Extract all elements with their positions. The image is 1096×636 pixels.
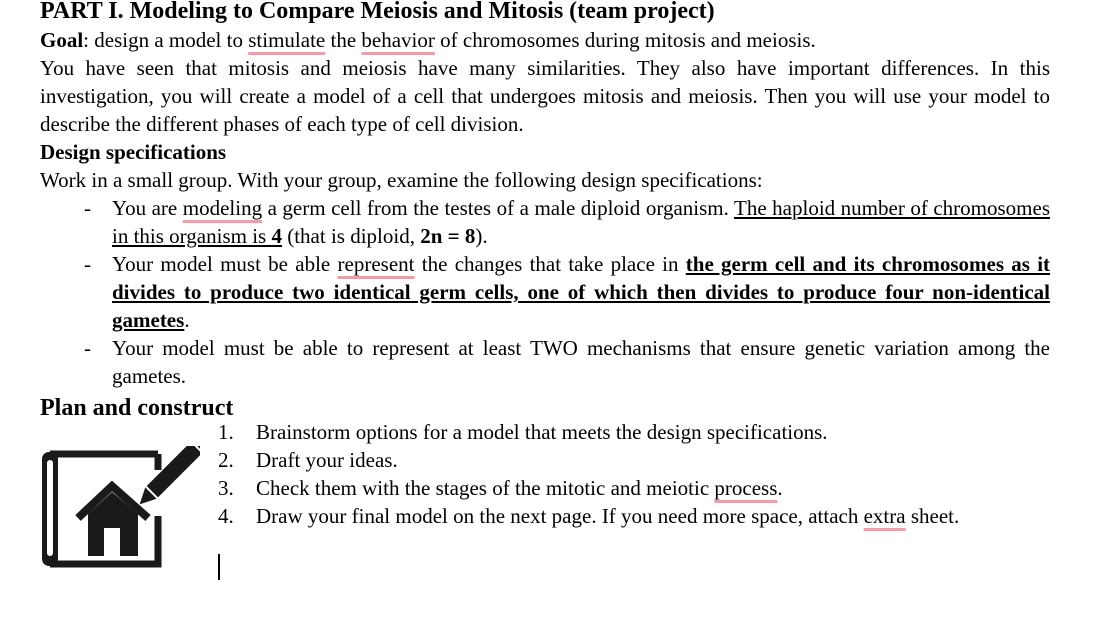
goal-line	[40, 26, 1050, 54]
page-title: PART I. Modeling to Compare Meiosis and Mitosis (team project)	[40, 0, 715, 24]
bullet-dash: -	[84, 252, 91, 276]
spec-item-3	[40, 334, 1050, 390]
plan-step-2	[218, 446, 959, 474]
spec-text: a germ cell from the testes of a male diploid organism.	[262, 196, 734, 220]
goal-label: Goal	[40, 28, 84, 52]
spellcheck-word-stimulate[interactable]: stimulate	[248, 28, 326, 52]
spec-text: Your model must be able	[112, 252, 338, 276]
spec-text: (that is diploid,	[281, 224, 421, 248]
goal-text: the	[325, 28, 362, 52]
step-number: 4.	[218, 504, 234, 528]
spec-text: You are	[112, 196, 183, 220]
step-number: 1.	[218, 420, 234, 444]
haploid-number: 4	[271, 224, 282, 248]
spec-text: The haploid number of chromosomes in this organism is	[112, 196, 1051, 248]
diploid-expression: 2n = 8	[420, 224, 476, 248]
step-text: sheet.	[905, 504, 960, 528]
spellcheck-word-behavior[interactable]: behavior	[361, 28, 435, 52]
spec-item-2	[40, 250, 1050, 334]
goal-text: : design a model to	[83, 28, 249, 52]
plan-step-3	[218, 474, 959, 502]
design-specifications-list	[40, 194, 1050, 390]
plan-steps-list	[218, 418, 959, 530]
blueprint-house-pencil-icon	[40, 446, 200, 572]
step-text: Draw your final model on the next page. If you need more space, attach	[256, 504, 864, 528]
spec-text: ).	[475, 224, 488, 248]
step-number: 3.	[218, 476, 234, 500]
spec-text: the changes that take place in	[414, 252, 686, 276]
spec-item-1	[40, 194, 1050, 250]
germ-cell-division-emphasis: the germ cell and its chromosomes as it divides to produce two identical germ cells, one of which then divides to produce four non-identical gametes	[112, 252, 1051, 332]
document-body[interactable]	[40, 0, 1050, 423]
step-text: .	[777, 476, 783, 500]
step-text: Check them with the stages of the mitotic and meiotic	[256, 476, 715, 500]
design-specifications-heading: Design specifications	[40, 140, 227, 164]
spellcheck-word-process[interactable]: process	[714, 476, 778, 500]
step-text: Brainstorm options for a model that meets the design specifications.	[256, 420, 828, 444]
spellcheck-word-extra[interactable]: extra	[863, 504, 906, 528]
bullet-dash: -	[84, 336, 91, 360]
spec-text: Your model must be able to represent at least TWO mechanisms that ensure genetic variation among the gametes.	[112, 336, 1050, 388]
step-text: Draft your ideas.	[256, 448, 398, 472]
text-cursor	[218, 554, 220, 580]
spellcheck-word-represent[interactable]: represent	[337, 252, 415, 276]
step-number: 2.	[218, 448, 234, 472]
design-specifications-instruction: Work in a small group. With your group, examine the following design specifications:	[40, 168, 763, 192]
bullet-dash: -	[84, 196, 91, 220]
spellcheck-word-modeling[interactable]: modeling	[182, 196, 263, 220]
plan-and-construct-heading: Plan and construct	[40, 395, 234, 421]
spec-text: .	[184, 308, 190, 332]
intro-paragraph: You have seen that mitosis and meiosis have many similarities. They also have important differences. In this investigation, you will create a model of a cell that undergoes mitosis and meiosis. Then you will use your model to describe the different phases of each type of cell division.	[40, 56, 1050, 136]
goal-text: of chromosomes during mitosis and meiosis.	[434, 28, 816, 52]
plan-step-1	[218, 418, 959, 446]
plan-step-4	[218, 502, 959, 530]
